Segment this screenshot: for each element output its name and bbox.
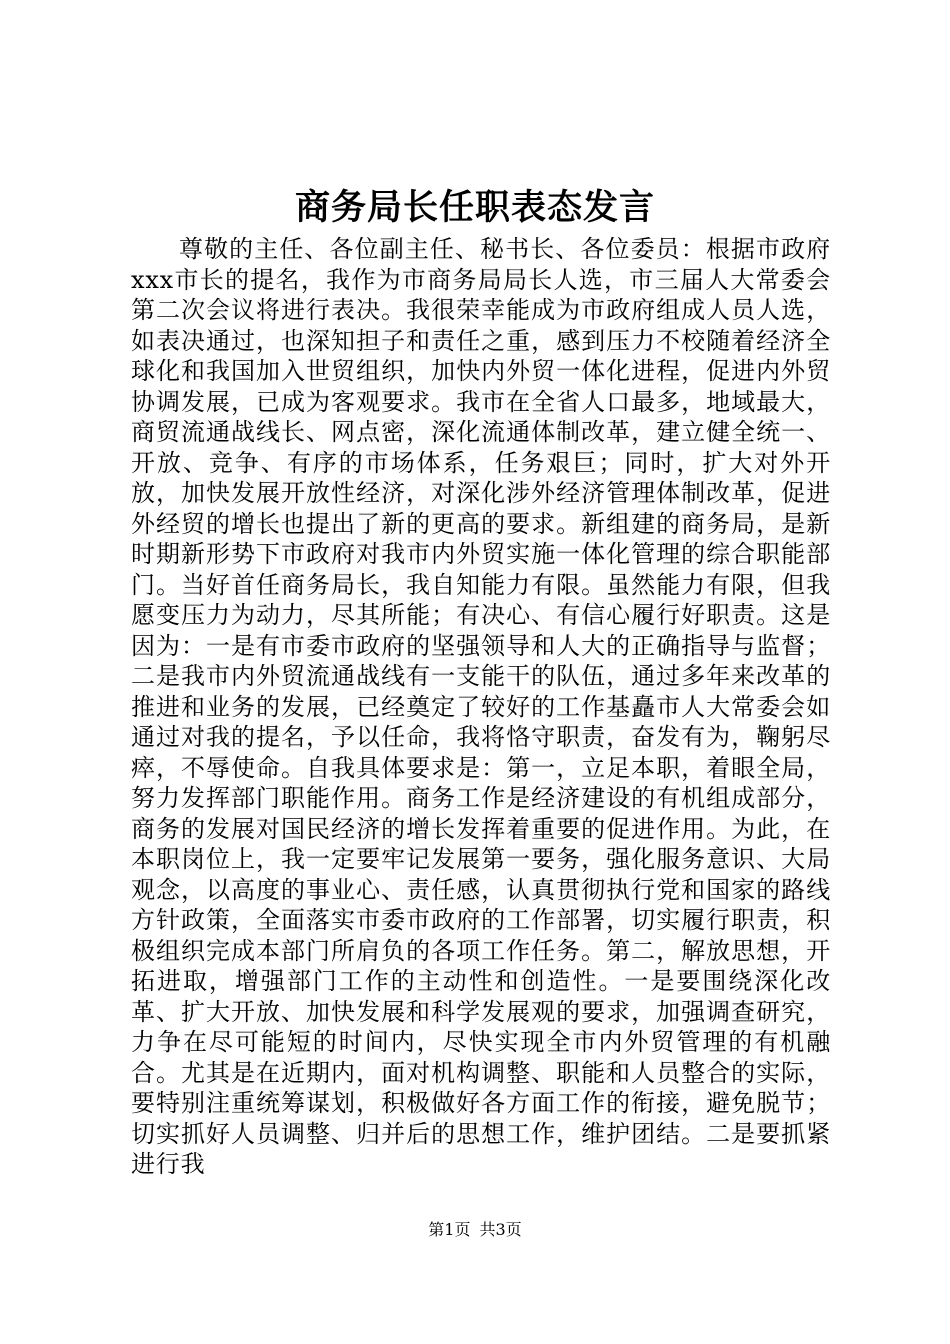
page-number: 第1页 — [428, 1220, 471, 1239]
document-title: 商务局长任职表态发言 — [294, 187, 655, 228]
page-footer — [0, 1220, 950, 1240]
document-body: 尊敬的主任、各位副主任、秘书长、各位委员：根据市政府xxx市长的提名，我作为市商务局局长人选，市三届人大常委会第二次会议将进行表决。我很荣幸能成为市政府组成人员人选，如表决通过，也深知担子和责任之重，感到压力不校随着经济全球化和我国加入世贸组织，加快内外贸一体化进程，促进内外贸协调发展，已成为客观要求。我市在全省人口最多，地域最大，商贸流通战线长、网点密，深化流通体制改革，建立健全统一、开放、竞争、有序的市场体系，任务艰巨；同时，扩大对外开放，加快发展开放性经济，对深化涉外经济管理体制改革，促进外经贸的增长也提出了新的更高的要求。新组建的商务局，是新时期新形势下市政府对我市内外贸实施一体化管理的综合职能部门。当好首任商务局长，我自知能力有限。虽然能力有限，但我愿变压力为动力，尽其所能；有决心、有信心履行好职责。这是因为：一是有市委市政府的坚强领导和人大的正确指导与监督；二是我市内外贸流通战线有一支能干的队伍，通过多年来改革的推进和业务的发展，已经奠定了较好的工作基矗市人大常委会如通过对我的提名，予以任命，我将恪守职责，奋发有为，鞠躬尽瘁，不辱使命。自我具体要求是：第一，立足本职，着眼全局，努力发挥部门职能作用。商务工作是经济建设的有机组成部分，商务的发展对国民经济的增长发挥着重要的促进作用。为此，在本职岗位上，我一定要牢记发展第一要务，强化服务意识、大局观念，以高度的事业心、责任感，认真贯彻执行党和国家的路线方针政策，全面落实市委市政府的工作部署，切实履行职责，积极组织完成本部门所肩负的各项工作任务。第二，解放思想，开拓进取，增强部门工作的主动性和创造性。一是要围绕深化改革、扩大开放、加快发展和科学发展观的要求，加强调查研究，力争在尽可能短的时间内，尽快实现全市内外贸管理的有机融合。尤其是在近期内，面对机构调整、职能和人员整合的实际，要特别注重统筹谋划，积极做好各方面工作的衔接，避免脱节；切实抓好人员调整、归并后的思想工作，维护团结。二是要抓紧进行我 — [131, 235, 831, 1178]
page-total: 共3页 — [479, 1220, 522, 1239]
